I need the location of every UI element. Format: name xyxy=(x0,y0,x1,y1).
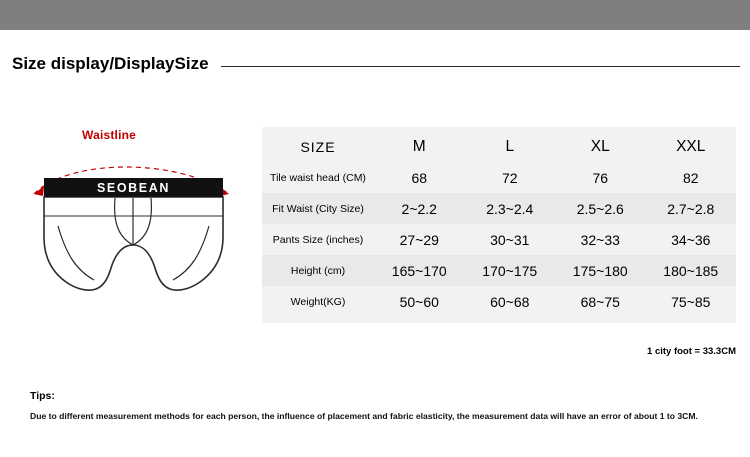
cell-value: 175~180 xyxy=(555,255,646,286)
cell-value: 2~2.2 xyxy=(374,193,465,224)
row-label: Weight(KG) xyxy=(290,295,346,308)
header-m: M xyxy=(412,137,426,155)
cell-value: 50~60 xyxy=(399,293,439,310)
cell-value: 30~31 xyxy=(490,231,530,248)
top-banner xyxy=(0,0,750,30)
cell-value: 72 xyxy=(501,169,518,186)
header-l: L xyxy=(505,137,515,155)
size-table xyxy=(262,131,736,317)
cell-value: 32~33 xyxy=(580,231,620,248)
table-row xyxy=(262,162,736,193)
table-header-row xyxy=(262,131,736,162)
cell-value: 180~185 xyxy=(646,255,737,286)
cell-value: 27~29 xyxy=(399,231,439,248)
table-row xyxy=(262,286,736,317)
cell-value: 60~68 xyxy=(490,293,530,310)
cell-value: 34~36 xyxy=(671,231,711,248)
cell-value: 75~85 xyxy=(671,293,711,310)
cell-value: 2.7~2.8 xyxy=(646,193,737,224)
row-label: Tile waist head (CM) xyxy=(270,171,366,184)
cell-value: 82 xyxy=(682,169,699,186)
cell-value: 76 xyxy=(592,169,609,186)
table-row xyxy=(262,255,736,286)
header-xxl: XXL xyxy=(676,137,706,155)
row-label: Fit Waist (City Size) xyxy=(262,193,374,224)
cell-value: 2.5~2.6 xyxy=(555,193,646,224)
row-label: Height (cm) xyxy=(262,255,374,286)
row-label: Pants Size (inches) xyxy=(272,233,364,246)
header-xl: XL xyxy=(590,137,610,155)
cell-value: 2.3~2.4 xyxy=(465,193,556,224)
page-title: Size display/DisplaySize xyxy=(12,54,209,73)
cell-value: 165~170 xyxy=(374,255,465,286)
cell-value: 68~75 xyxy=(580,293,620,310)
tips-label: Tips: xyxy=(30,390,55,402)
cell-value: 68 xyxy=(411,169,428,186)
section-title-row xyxy=(0,46,750,82)
size-table-container xyxy=(262,127,736,323)
table-footnote: 1 city foot = 33.3CM xyxy=(647,346,736,357)
cell-value: 170~175 xyxy=(465,255,556,286)
table-row xyxy=(262,193,736,224)
table-row xyxy=(262,224,736,255)
underwear-diagram xyxy=(14,142,254,332)
product-illustration xyxy=(14,128,254,333)
brand-waistband: SEOBEAN xyxy=(44,178,223,197)
title-divider xyxy=(221,66,740,67)
tips-body: Due to different measurement methods for each person, the influence of placement and fabric elasticity, the measurement data will have an error of about 1 to 3CM. xyxy=(30,411,698,421)
header-size: SIZE xyxy=(300,138,336,155)
waistline-label: Waistline xyxy=(82,128,137,142)
